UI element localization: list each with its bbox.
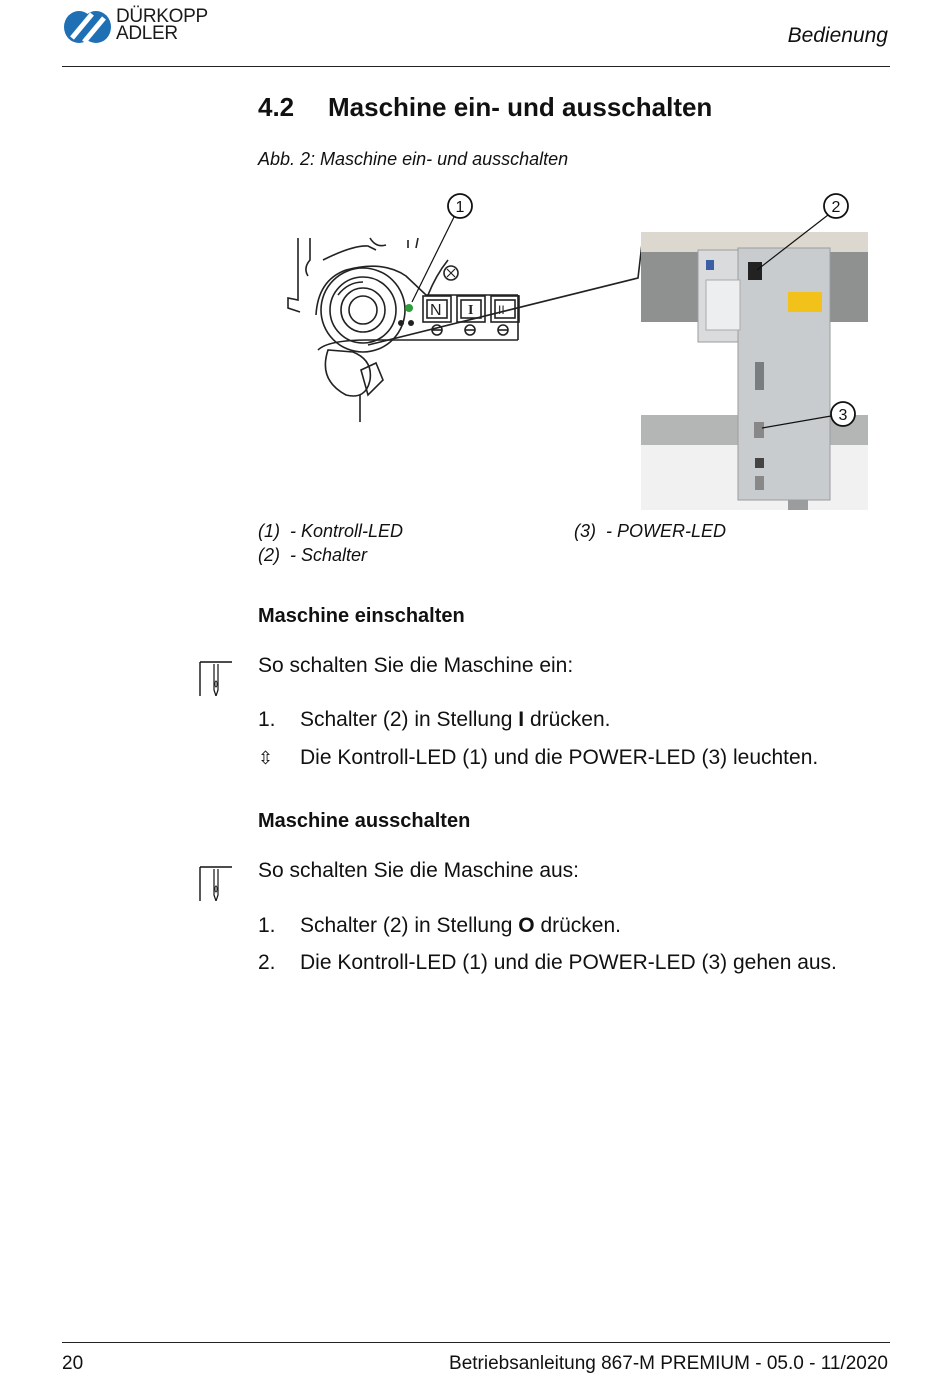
heading-title: Maschine ein- und ausschalten [328, 92, 713, 122]
brand-logo-icon [62, 8, 112, 46]
figure-caption: Abb. 2: Maschine ein- und ausschalten [258, 149, 569, 169]
heading-number: 4.2 [258, 92, 295, 122]
needle-icon [198, 660, 234, 696]
callout-1-label: 1 [455, 199, 465, 216]
panel-label-n: N [430, 302, 442, 319]
on-intro: So schalten Sie die Maschine ein: [258, 654, 574, 677]
footer-doc-title: Betriebsanleitung 867-M PREMIUM - 05.0 - 11/2020 [449, 1353, 888, 1374]
callout-2-label: 2 [831, 199, 841, 216]
legend-num: (1) [258, 521, 280, 541]
step-text-bold: I [518, 708, 525, 731]
legend-text: - Kontroll-LED [290, 521, 404, 541]
result-text: Die Kontroll-LED (1) und die POWER-LED (3) leuchten. [300, 746, 819, 769]
step-text-before: Schalter (2) in Stellung [300, 708, 519, 731]
control-led [405, 304, 413, 312]
page-number: 20 [62, 1353, 84, 1374]
machine-head-drawing [288, 235, 643, 422]
control-box-photo [641, 232, 868, 510]
off-section-title: Maschine ausschalten [258, 810, 471, 832]
step-text-after: drücken. [534, 914, 622, 937]
legend-num: (2) [258, 545, 280, 565]
panel-label-ii: II [498, 303, 505, 317]
legend-text: - POWER-LED [606, 521, 727, 541]
legend-item-2 [258, 545, 367, 566]
step-number: 1. [258, 708, 276, 731]
on-result [258, 746, 818, 770]
header-divider [62, 66, 890, 67]
result-arrow-icon: ⇳ [258, 748, 274, 768]
on-step-1 [258, 708, 611, 732]
legend-item-1 [258, 521, 403, 542]
step-text: Die Kontroll-LED (1) und die POWER-LED (3) gehen aus. [300, 951, 837, 974]
off-intro: So schalten Sie die Maschine aus: [258, 859, 580, 882]
off-step-1 [258, 914, 621, 938]
panel-label-i: I [468, 303, 474, 318]
legend-text: - Schalter [290, 545, 368, 565]
step-number: 1. [258, 914, 276, 937]
brand-logo [62, 8, 232, 48]
brand-line1: DÜRKOPP [116, 6, 208, 27]
needle-icon [198, 865, 234, 901]
section-title: Bedienung [787, 24, 888, 47]
main-switch [748, 262, 762, 280]
machine-figure [258, 190, 868, 510]
brand-line2: ADLER [116, 23, 178, 44]
legend-num: (3) [574, 521, 596, 541]
callout-3-label: 3 [838, 407, 848, 424]
off-step-2 [258, 951, 837, 975]
on-section-title: Maschine einschalten [258, 605, 465, 627]
step-number: 2. [258, 951, 276, 974]
step-text-after: drücken. [524, 708, 611, 731]
footer-divider [62, 1342, 890, 1343]
step-text-before: Schalter (2) in Stellung [300, 914, 519, 937]
legend-item-3 [574, 521, 726, 542]
page-heading [258, 92, 712, 123]
step-text-bold: O [518, 914, 535, 937]
